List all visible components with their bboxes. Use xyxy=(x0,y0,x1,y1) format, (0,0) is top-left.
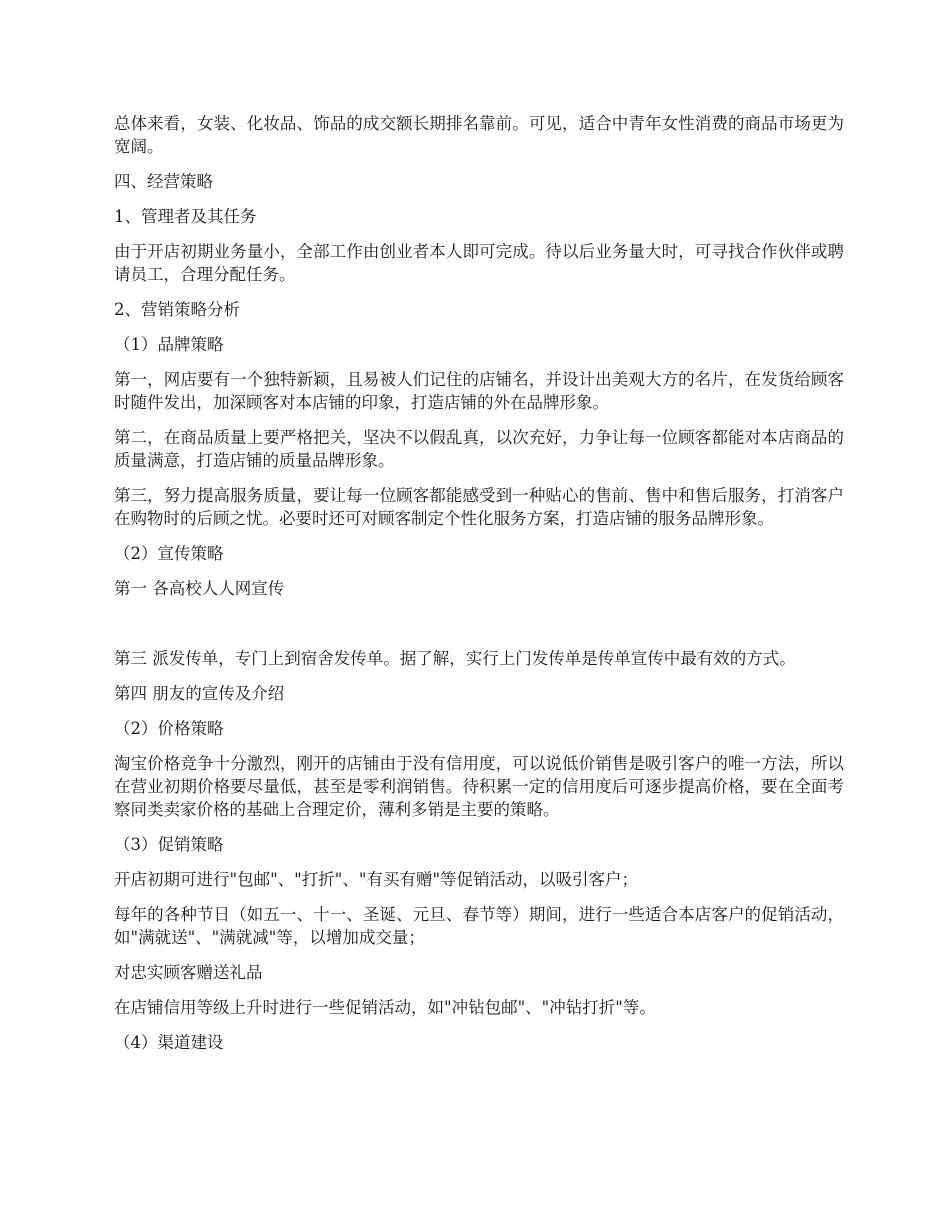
document-body xyxy=(114,112,844,1066)
heading-brand-strategy: （1）品牌策略 xyxy=(114,335,224,354)
paragraph-sales-credit: 在店铺信用等级上升时进行一些促销活动，如"冲钻包邮"、"冲钻打折"等。 xyxy=(114,998,656,1017)
paragraph-brand-first: 第一，网店要有一个独特新颖，且易被人们记住的店铺名，并设计出美观大方的名片，在发货给顾客时随件发出，加深顾客对本店铺的印象，打造店铺的外在品牌形象。 xyxy=(114,370,844,412)
paragraph-price-strategy: 淘宝价格竞争十分激烈，刚开的店铺由于没有信用度，可以说低价销售是吸引客户的唯一方法，所以在营业初期价格要尽量低，甚至是零利润销售。待积累一定的信用度后可逐步提高价格，要在全面考察同类卖家价格的基础上合理定价，薄利多销是主要的策略。 xyxy=(114,754,844,819)
paragraph-brand-second: 第二，在商品质量上要严格把关，坚决不以假乱真，以次充好，力争让每一位顾客都能对本店商品的质量满意，打造店铺的质量品牌形象。 xyxy=(114,428,844,470)
heading-price-strategy: （2）价格策略 xyxy=(114,719,224,738)
paragraph-promotion-third: 第三 派发传单，专门上到宿舍发传单。据了解，实行上门发传单是传单宣传中最有效的方式。 xyxy=(114,649,796,668)
paragraph-sales-holidays: 每年的各种节日（如五一、十一、圣诞、元旦、春节等）期间，进行一些适合本店客户的促销活动，如"满就送"、"满就减"等，以增加成交量； xyxy=(114,905,844,947)
paragraph-promotion-first: 第一 各高校人人网宣传 xyxy=(114,579,285,598)
paragraph-sales-opening: 开店初期可进行"包邮"、"打折"、"有买有赠"等促销活动，以吸引客户； xyxy=(114,870,639,889)
heading-promotion-strategy: （2）宣传策略 xyxy=(114,544,224,563)
paragraph-brand-third: 第三，努力提高服务质量，要让每一位顾客都能感受到一种贴心的售前、售中和售后服务，打消客户在购物时的后顾之忧。必要时还可对顾客制定个性化服务方案，打造店铺的服务品牌形象。 xyxy=(114,486,844,528)
heading-marketing-analysis: 2、营销策略分析 xyxy=(114,300,240,319)
paragraph-summary: 总体来看，女装、化妆品、饰品的成交额长期排名靠前。可见，适合中青年女性消费的商品市场更为宽阔。 xyxy=(114,114,844,156)
paragraph-promotion-fourth: 第四 朋友的宣传及介绍 xyxy=(114,684,285,703)
paragraph-manager-tasks: 由于开店初期业务量小，全部工作由创业者本人即可完成。待以后业务量大时，可寻找合作伙伴或聘请员工，合理分配任务。 xyxy=(114,242,844,284)
heading-manager-tasks: 1、管理者及其任务 xyxy=(114,207,257,226)
blank-gap xyxy=(114,612,844,647)
paragraph-sales-gifts: 对忠实顾客赠送礼品 xyxy=(114,963,263,982)
heading-business-strategy: 四、经营策略 xyxy=(114,172,213,191)
heading-sales-promotion: （3）促销策略 xyxy=(114,835,224,854)
heading-channel-building: （4）渠道建设 xyxy=(114,1033,224,1052)
